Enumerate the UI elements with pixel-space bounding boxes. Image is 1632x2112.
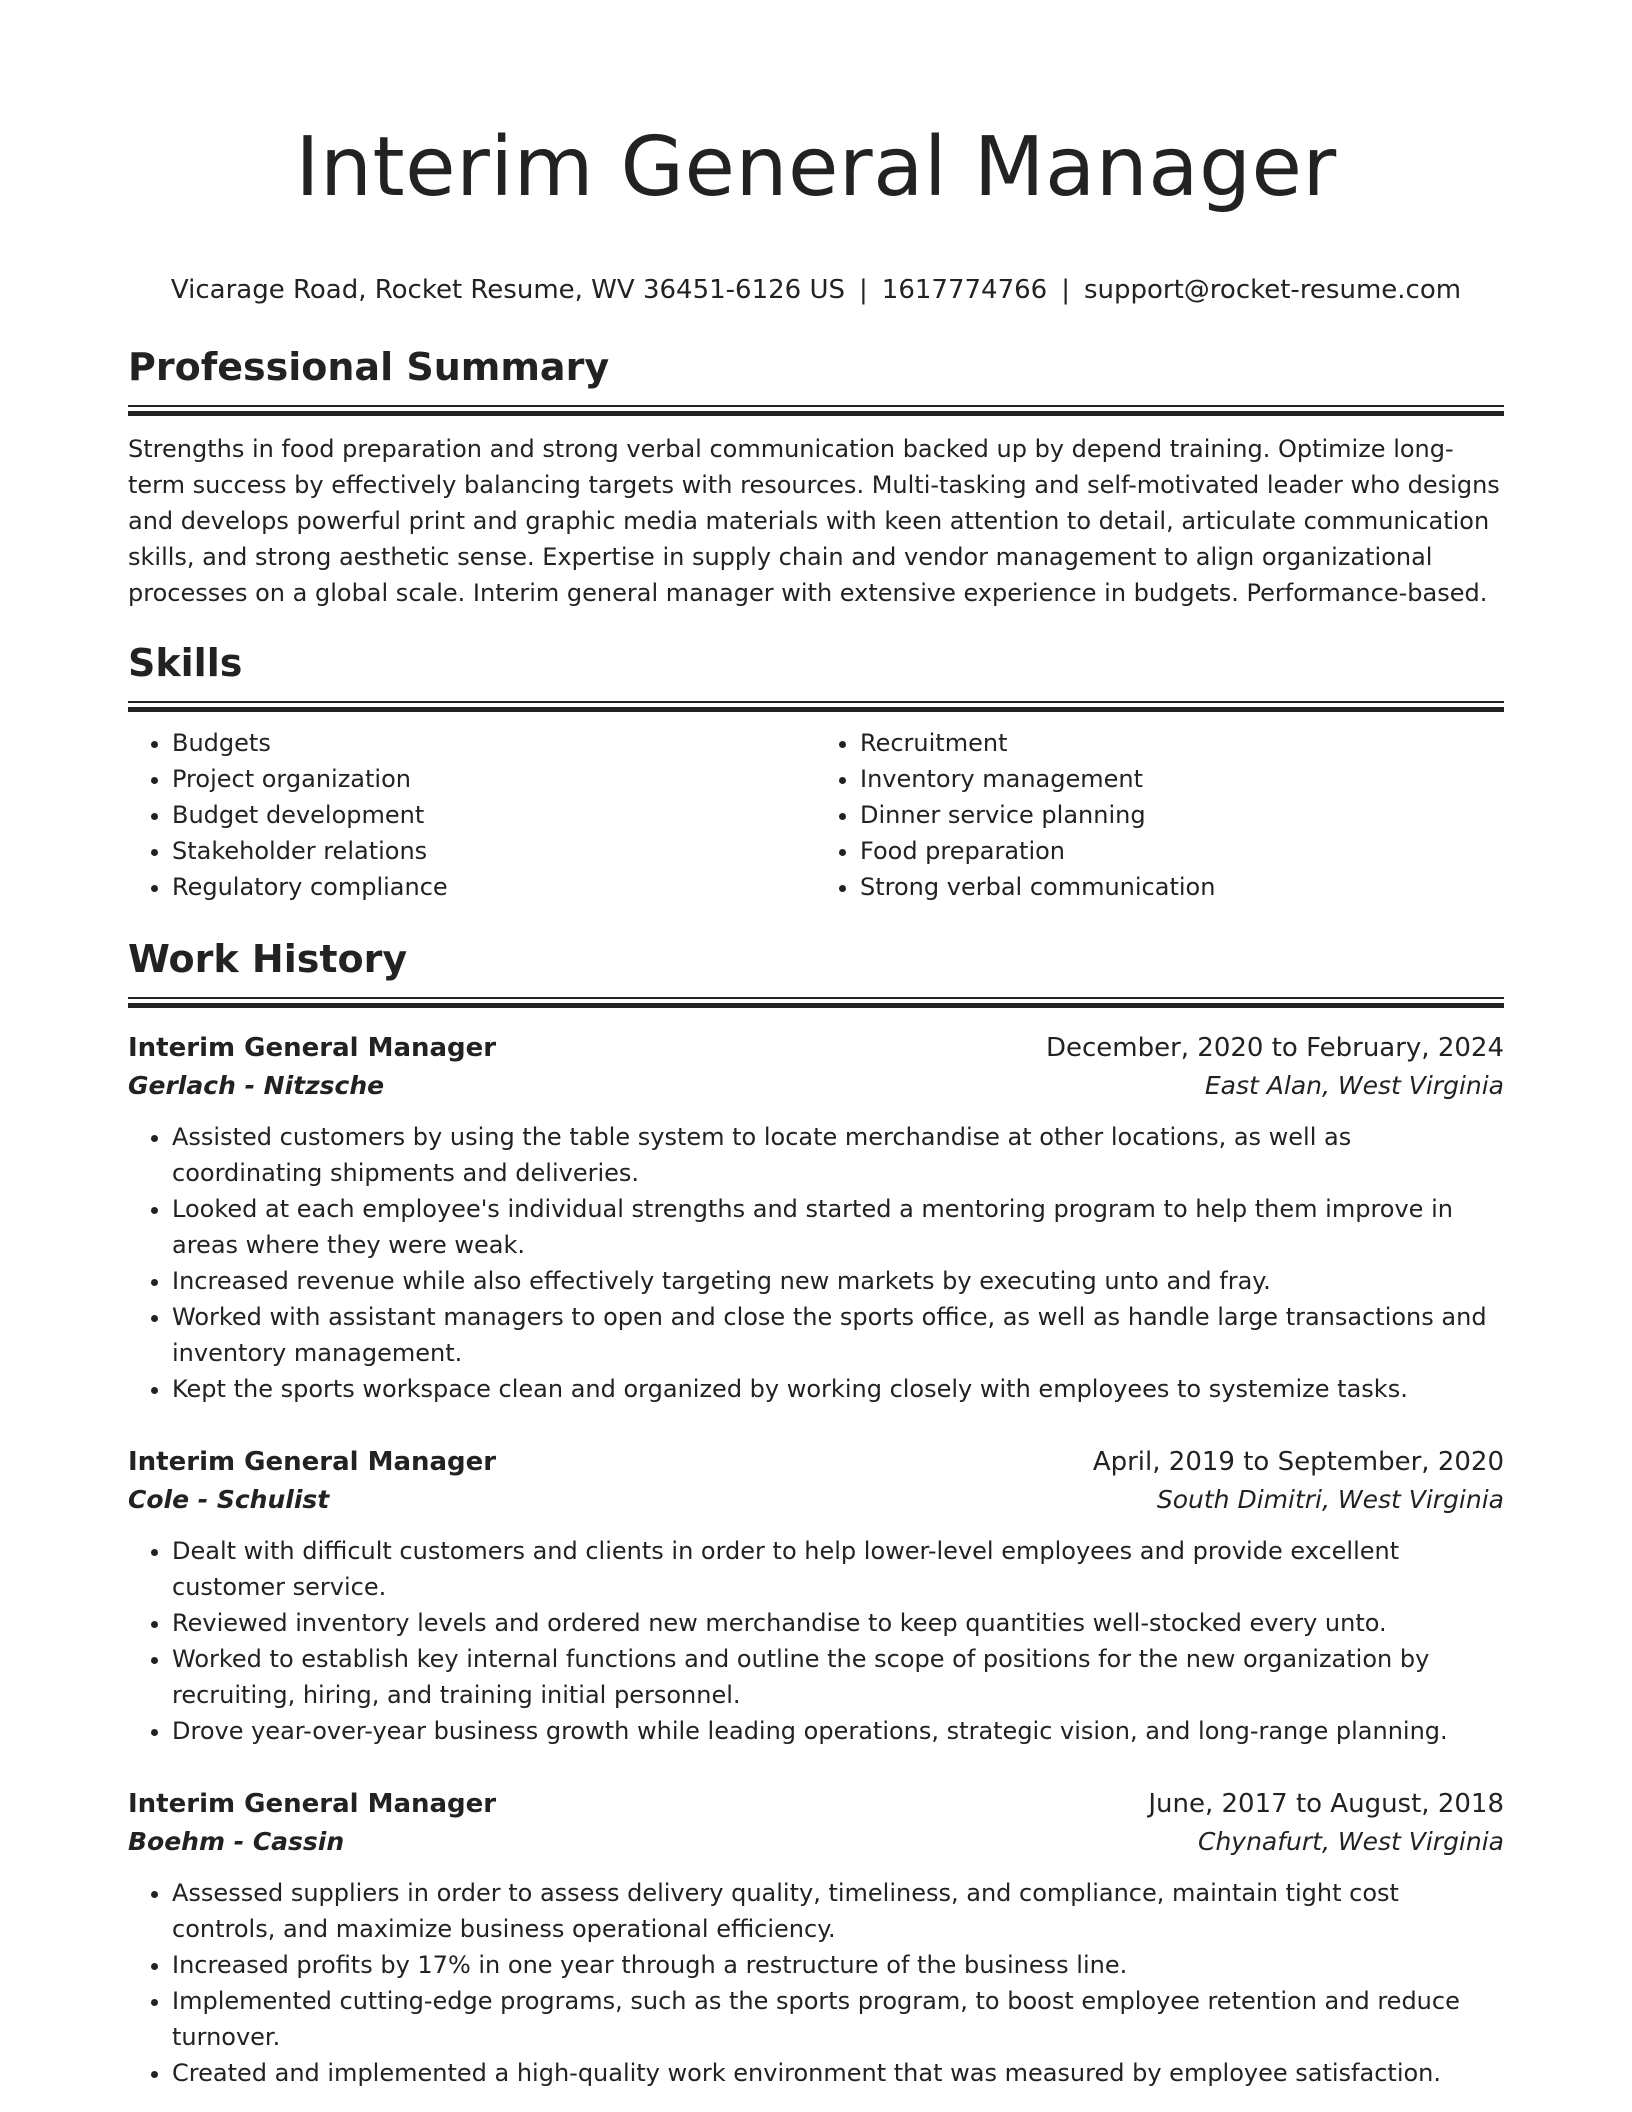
job-location: East Alan, West Virginia: [1204, 1070, 1504, 1100]
job-bullet: • Increased revenue while also effectively targeting new markets by executing unto and fray.: [172, 1263, 1504, 1299]
job-bullet: • Reviewed inventory levels and ordered new merchandise to keep quantities well-stocked every unto.: [172, 1605, 1504, 1641]
skill-item: • Dinner service planning: [860, 797, 1504, 833]
summary-section: [128, 343, 1504, 611]
job-company: Boehm - Cassin: [128, 1826, 345, 1856]
resume-page: [128, 0, 1504, 2091]
job-bullets: [128, 1119, 1504, 1407]
skills-heading: Skills: [128, 640, 243, 685]
job-company: Gerlach - Nitzsche: [128, 1070, 385, 1100]
job-entry: [128, 1785, 1504, 2091]
job-bullet: • Increased profits by 17% in one year through a restructure of the business line.: [172, 1947, 1504, 1983]
job-bullet: • Dealt with difficult customers and clients in order to help lower-level employees and provide excellent customer service.: [172, 1533, 1504, 1605]
contact-address: Vicarage Road, Rocket Resume, WV 36451-6126 US: [170, 274, 846, 305]
job-bullet: • Kept the sports workspace clean and organized by working closely with employees to systemize tasks.: [172, 1371, 1504, 1407]
section-divider: [128, 701, 1504, 711]
job-dates: April, 2019 to September, 2020: [1092, 1446, 1504, 1477]
summary-heading: Professional Summary: [128, 344, 610, 389]
job-bullets: [128, 1533, 1504, 1749]
skill-item: • Inventory management: [860, 761, 1504, 797]
job-dates: December, 2020 to February, 2024: [1045, 1032, 1504, 1063]
resume-name: Interim General Manager: [295, 120, 1337, 215]
contact-separator: |: [1061, 274, 1070, 305]
skill-item: • Food preparation: [860, 833, 1504, 869]
job-bullet: • Assessed suppliers in order to assess delivery quality, timeliness, and compliance, maintain tight cost controls, and maximize business operational efficiency.: [172, 1875, 1504, 1947]
job-dates: June, 2017 to August, 2018: [1148, 1788, 1504, 1819]
job-entry: [128, 1443, 1504, 1749]
section-divider: [128, 997, 1504, 1007]
contact-phone: 1617774766: [881, 274, 1048, 305]
job-bullet: • Worked to establish key internal functions and outline the scope of positions for the new organization by recruiting, hiring, and training initial personnel.: [172, 1641, 1504, 1713]
job-bullet: • Looked at each employee's individual strengths and started a mentoring program to help them improve in areas where they were weak.: [172, 1191, 1504, 1263]
job-entry: [128, 1029, 1504, 1407]
job-title: Interim General Manager: [128, 1446, 497, 1477]
section-divider: [128, 405, 1504, 415]
skill-item: • Recruitment: [860, 725, 1504, 761]
job-bullet: • Worked with assistant managers to open and close the sports office, as well as handle large transactions and inventory management.: [172, 1299, 1504, 1371]
skill-item: • Budget development: [172, 797, 816, 833]
skills-list-left: [128, 725, 816, 905]
skill-item: • Strong verbal communication: [860, 869, 1504, 905]
contact-line: [128, 273, 1504, 307]
job-bullet: • Implemented cutting-edge programs, such as the sports program, to boost employee retention and reduce turnover.: [172, 1983, 1504, 2055]
job-bullet: • Assisted customers by using the table system to locate merchandise at other locations, as well as coordinating shipments and deliveries.: [172, 1119, 1504, 1191]
work-history-section: [128, 935, 1504, 2091]
summary-text: Strengths in food preparation and strong verbal communication backed up by depend training. Optimize long-term success by effectively balancing targets with resources. Multi-tasking and self-motivated leader who designs and develops powerful print and graphic media materials with keen attention to detail, articulate communication skills, and strong aesthetic sense. Expertise in supply chain and vendor management to align organizational processes on a global scale. Interim general manager with extensive experience in budgets. Performance-based.: [128, 434, 1500, 607]
job-bullet: • Drove year-over-year business growth while leading operations, strategic vision, and long-range planning.: [172, 1713, 1504, 1749]
skills-columns: [128, 725, 1504, 905]
skills-list-right: [816, 725, 1504, 905]
job-location: Chynafurt, West Virginia: [1197, 1826, 1504, 1856]
work-history-heading: Work History: [128, 936, 408, 981]
skill-item: • Regulatory compliance: [172, 869, 816, 905]
skill-item: • Budgets: [172, 725, 816, 761]
job-bullet: • Created and implemented a high-quality work environment that was measured by employee satisfaction.: [172, 2055, 1504, 2091]
contact-separator: |: [859, 274, 868, 305]
contact-email: support@rocket-resume.com: [1083, 274, 1462, 305]
job-company: Cole - Schulist: [128, 1484, 330, 1514]
job-location: South Dimitri, West Virginia: [1156, 1484, 1504, 1514]
job-title: Interim General Manager: [128, 1788, 497, 1819]
job-title: Interim General Manager: [128, 1032, 497, 1063]
skill-item: • Project organization: [172, 761, 816, 797]
skills-section: [128, 639, 1504, 905]
job-bullets: [128, 1875, 1504, 2091]
skill-item: • Stakeholder relations: [172, 833, 816, 869]
